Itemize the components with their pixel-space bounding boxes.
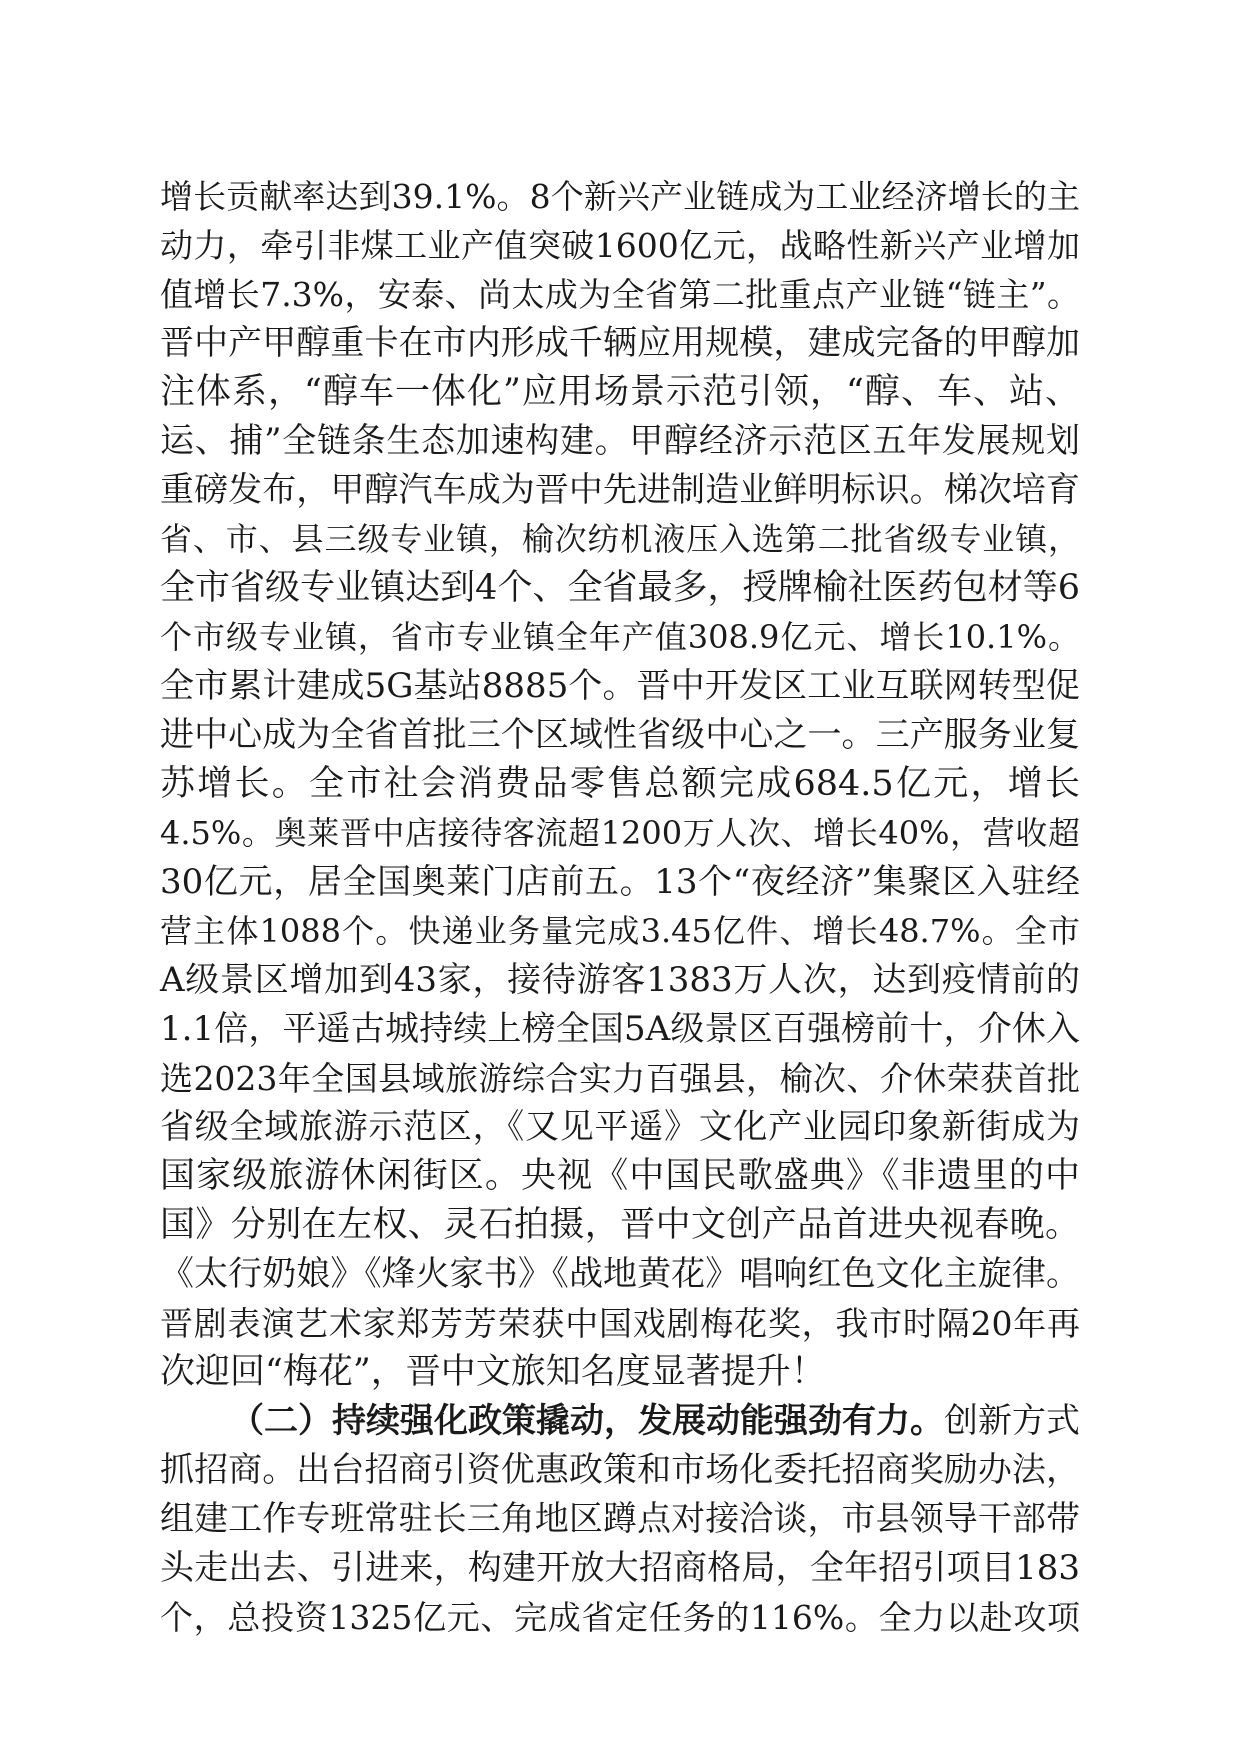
body-text (160, 172, 1080, 1642)
text-line: 国家级旅游休闲街区。央视《中国民歌盛典》《非遗里的中 (160, 1156, 1080, 1196)
text-line: 晋剧表演艺术家郑芳芳荣获中国戏剧梅花奖，我市时隔20年再 (160, 1304, 1080, 1343)
text-line: 国》分别在左权、灵石拍摄，晋中文创产品首进央视春晚。 (160, 1205, 1080, 1245)
text-line: 进中心成为全省首批三个区域性省级中心之一。三产服务业复 (160, 715, 1080, 755)
text-line: 4.5%。奥莱晋中店接待客流超1200万人次、增长40%，营收超 (160, 814, 1080, 852)
text-line: 值增长7.3%，安泰、尚太成为全省第二批重点产业链“链主”。 (160, 275, 1080, 314)
text-line: 全市累计建成5G基站8885个。晋中开发区工业互联网转型促 (160, 666, 1080, 706)
text-line: 抓招商。出台招商引资优惠政策和市场化委托招商奖励办法， (160, 1450, 1080, 1490)
text-line: 《太行奶娘》《烽火家书》《战地黄花》唱响红色文化主旋律。 (160, 1254, 1080, 1294)
text-line: 苏增长。全市社会消费品零售总额完成684.5亿元，增长 (160, 764, 1080, 804)
text-line: 注体系，“醇车一体化”应用场景示范引领，“醇、车、站、 (160, 372, 1080, 412)
text-line: 个，总投资1325亿元、完成省定任务的116%。全力以赴攻项 (160, 1598, 1080, 1637)
text-line: 动力，牵引非煤工业产值突破1600亿元，战略性新兴产业增加 (160, 226, 1080, 265)
text-line: 选2023年全国县域旅游综合实力百强县，榆次、介休荣获首批 (160, 1059, 1080, 1098)
paragraph-1 (160, 172, 1080, 1397)
text-line: 省、市、县三级专业镇，榆次纺机液压入选第二批省级专业镇， (160, 520, 1080, 558)
text-line: 增长贡献率达到39.1%。8个新兴产业链成为工业经济增长的主 (160, 177, 1080, 216)
text-line: 全市省级专业镇达到4个、全省最多，授牌榆社医药包材等6 (160, 568, 1080, 608)
section-heading-line (160, 1397, 1080, 1446)
text-line: 30亿元，居全国奥莱门店前五。13个“夜经济”集聚区入驻经 (160, 862, 1080, 902)
text-line: 1.1倍，平遥古城持续上榜全国5A级景区百强榜前十，介休入 (160, 1009, 1080, 1049)
paragraph-2 (160, 1397, 1080, 1642)
text-line: 省级全域旅游示范区，《又见平遥》文化产业园印象新街成为 (160, 1107, 1080, 1147)
text-line: 重磅发布，甲醇汽车成为晋中先进制造业鲜明标识。梯次培育 (160, 470, 1080, 510)
text-line: 运、捕”全链条生态加速构建。甲醇经济示范区五年发展规划 (160, 421, 1080, 461)
text-line: 次迎回“梅花”，晋中文旅知名度显著提升！ (160, 1352, 826, 1392)
text-line: 头走出去、引进来，构建开放大招商格局，全年招引项目183 (160, 1548, 1080, 1588)
text-line: 个市级专业镇，省市专业镇全年产值308.9亿元、增长10.1%。 (160, 618, 1080, 656)
text-line: 组建工作专班常驻长三角地区蹲点对接洽谈，市县领导干部带 (160, 1499, 1080, 1539)
text-fragment: 创新方式 (944, 1401, 1080, 1441)
text-line: 晋中产甲醇重卡在市内形成千辆应用规模，建成完备的甲醇加 (160, 323, 1080, 363)
section-heading: （二）持续强化政策撬动，发展动能强劲有力。 (230, 1401, 944, 1441)
text-line: 营主体1088个。快递业务量完成3.45亿件、增长48.7%。全市 (160, 912, 1080, 950)
text-line: A级景区增加到43家，接待游客1383万人次，达到疫情前的 (160, 960, 1080, 1000)
